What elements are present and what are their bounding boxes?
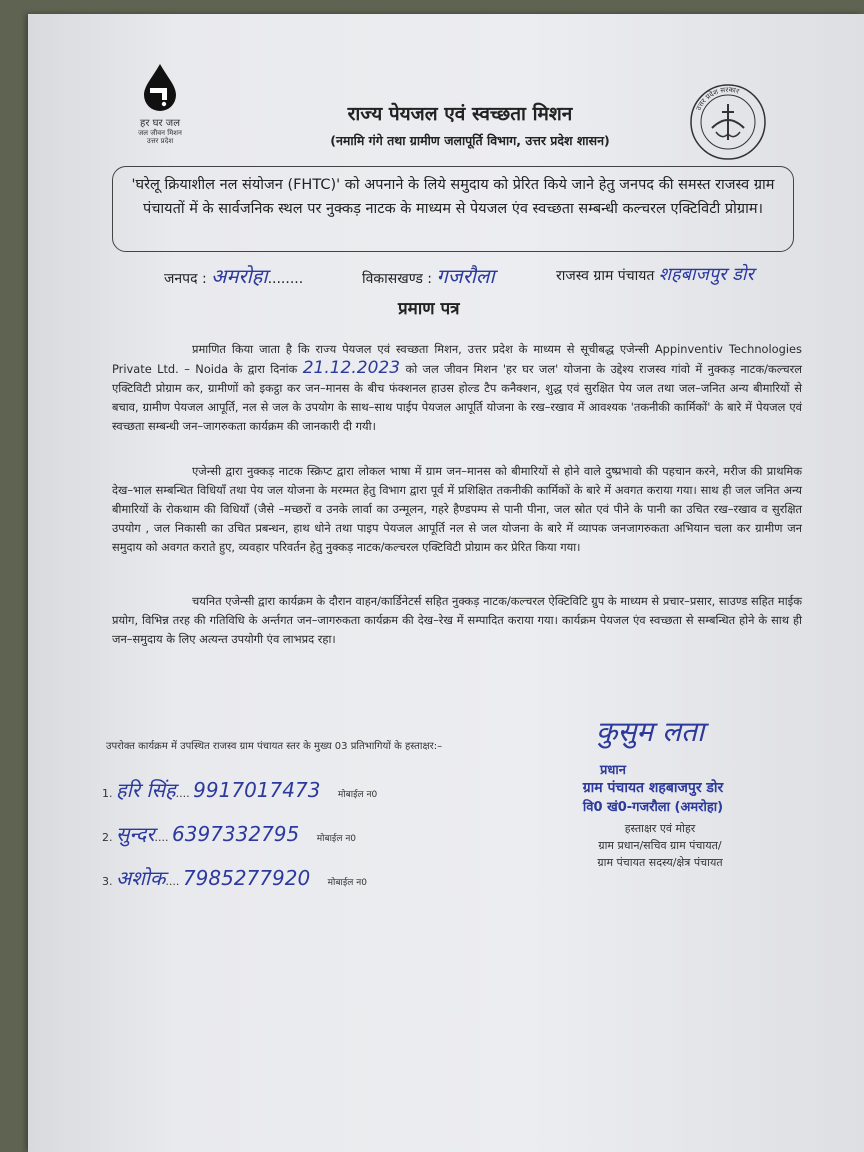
janpad-label: जनपद : — [164, 271, 207, 287]
signature-caption-line-2: ग्राम प्रधान/सचिव ग्राम पंचायत/ — [598, 839, 722, 852]
gram-panchayat-value: शहबाजपुर डोर — [658, 264, 754, 285]
paragraph-1-part-1: प्रमाणित किया जाता है कि राज्य पेयजल एवं स्वच्छता मिशन, उत्तर प्रदेश के माध्यम से सूचीबद्ध एजेन्सी Appinventiv Technologies Private Ltd. – Noida के द्वारा दिनांक — [112, 342, 802, 376]
logo-text-mission: जल जीवन मिशन — [138, 129, 182, 137]
janpad-field: जनपद : अमरोहा........ — [164, 264, 304, 288]
attendee-phone: 7985277920 — [182, 866, 311, 890]
vikas-khand-label: विकासखण्ड : — [362, 271, 433, 287]
vikas-khand-field — [362, 262, 495, 289]
stamp-line-block: वि0 खं0-गजरौला (अमरोहा) — [582, 800, 724, 815]
gram-panchayat-label: राजस्व ग्राम पंचायत — [556, 268, 655, 284]
attendees-intro: उपरोक्त कार्यक्रम में उपस्थित राजस्व ग्राम पंचायत स्तर के मुख्य 03 प्रतिभागियों के हस्ताक्षर:– — [106, 741, 443, 752]
svg-text:उत्तर प्रदेश सरकार — [695, 86, 740, 112]
gram-panchayat-field — [556, 262, 754, 286]
program-date: 21.12.2023 — [302, 358, 401, 378]
vikas-khand-value: गजरौला — [436, 264, 495, 288]
attendee-phone: 9917017473 — [193, 778, 321, 802]
stamp-line-panchayat: ग्राम पंचायत शहबाजपुर डोर — [582, 780, 724, 796]
har-ghar-jal-logo — [110, 62, 210, 145]
attendee-name: सुन्दर — [116, 822, 155, 846]
mobile-label: मोबाईल न0 — [337, 790, 378, 800]
signature-caption-line-1: हस्ताक्षर एवं मोहर — [624, 822, 696, 835]
logo-text-har-ghar-jal: हर घर जल — [140, 118, 180, 129]
mobile-label: मोबाईल न0 — [327, 878, 367, 888]
janpad-value: अमरोहा — [211, 264, 268, 288]
attendee-row: 3. अशोक.... 7985277920 मोबाईल न0 — [102, 866, 367, 890]
paragraph-3 — [112, 592, 802, 649]
signature-caption — [540, 820, 780, 871]
panchayat-stamp — [548, 760, 758, 815]
signature-caption-line-3: ग्राम पंचायत सदस्य/क्षेत्र पंचायत — [597, 856, 723, 869]
paragraph-1 — [112, 340, 802, 436]
paragraph-2 — [112, 462, 802, 557]
attendee-row: 1. हरि सिंह.... 9917017473 मोबाईल न0 — [102, 778, 378, 802]
paragraph-2-text: एजेन्सी द्वारा नुक्कड़ नाटक स्क्रिप्ट द्वारा लोकल भाषा में ग्राम जन–मानस को बीमारियों से होने वाले दुष्प्रभावो की पहचान करने, मरीज की प्राथमिक देख–भाल सम्बन्धित विधियाँ तथा पेय जल योजना के मरम्मत हेतु विभाग द्वारा पूर्व में प्रशिक्षित तकनीकी कार्मिकों के बारे में अवगत कराया गया। साथ ही जल जनित अन्य बीमारियों के रोकथाम की विधियाँ (जैसे –मच्छरों व उनके लार्वा का उन्मूलन, गहरे हैण्डपम्प से पानी पीना, जल स्रोत एवं पीने के पानी का उचित रख–रखाव व सुरक्षित उपयोग , जल निकासी का उचित प्रबन्धन, हाथ धोने तथा पाइप पेयजल आपूर्ति नल से जल योजना के बारे में व्यापक जनजागरुकता अभियान चला कर ग्रामीण जन समुदाय को अवगत कराते हुए, व्यवहार परिवर्तन हेतु नुक्कड़ नाटक/कल्चरल एक्टिविटी प्रोग्राम कर प्रेरित किया गया। — [112, 464, 802, 554]
stamp-line-pradhan: प्रधान — [600, 763, 626, 778]
attendee-row: 2. सुन्दर.... 6397332795 मोबाईल न0 — [102, 822, 357, 846]
paragraph-1-part-2: को जल जीवन मिशन 'हर घर जल' योजना के उद्देश्य राजस्व गांवो में नुक्कड़ नाटक/कल्चरल एक्टिविटी प्रोग्राम कर, ग्रामीणों को इकट्ठा कर जन–मानस के बीच फंक्शनल हाउस होल्ड टैप कनैक्शन, शुद्ध एवं सुरक्षित पेय जल तथा जल–जनित अन्य बीमारियों से बचाव, ग्रामीण पेयजल आपूर्ति, नल से जल के उपयोग के साथ–साथ पाईप पेयजल आपूर्ति योजना के रख–रखाव में आवश्यक 'तकनीकी कार्मिकों' के बारे में पेयजल एवं स्वच्छता सम्बन्धी जन–जागरुकता कार्यक्रम की जानकारी दी गयी। — [112, 362, 803, 433]
page-title: राज्य पेयजल एवं स्वच्छता मिशन — [347, 103, 573, 125]
paragraph-3-text: चयनित एजेन्सी द्वारा कार्यक्रम के दौरान वाहन/कार्डिनेटर्स सहित नुक्कड़ नाटक/कल्चरल ऐक्टिविटि ग्रुप के माध्यम से प्रचार–प्रसार, साउण्ड सहित माईक प्रयोग, विभिन्न तरह की गतिविधि के अर्न्तगत जन–जागरुकता कार्यक्रम की देख–रेख में सम्पादित कराया गया। कार्यक्रम पेयजल एंव स्वच्छता से सम्बन्धित होने के साथ ही जन–समुदाय के लिए अत्यन्त उपयोगी एंव लाभप्रद रहा। — [112, 594, 802, 646]
certificate-title: प्रमाण पत्र — [398, 299, 460, 319]
water-drop-icon — [140, 62, 180, 112]
attendee-name: हरि सिंह — [116, 778, 176, 802]
program-description-box: 'घरेलू क्रियाशील नल संयोजन (FHTC)' को अपनाने के लिये समुदाय को प्रेरित किये जाने हेतु जनपद की समस्त राजस्व ग्राम पंचायतों में के सार्वजनिक स्थल पर नुक्कड़ नाटक के माध्यम से पेयजल एंव स्वच्छता सम्बन्धी कल्चरल एक्टिविटी प्रोग्राम। — [112, 166, 794, 252]
emblem-text: उत्तर प्रदेश सरकार — [694, 85, 740, 112]
up-government-emblem-icon — [688, 82, 768, 162]
mobile-label: मोबाईल न0 — [316, 834, 357, 844]
logo-text-state: उत्तर प्रदेश — [146, 137, 174, 145]
attendee-phone: 6397332795 — [172, 822, 300, 846]
attendee-number: 2. — [102, 831, 113, 844]
page-subtitle: (नमामि गंगे तथा ग्रामीण जलापूर्ति विभाग, उत्तर प्रदेश शासन) — [330, 133, 610, 148]
attendee-name: अशोक — [116, 866, 166, 890]
attendee-number: 1. — [102, 787, 113, 800]
attendee-number: 3. — [102, 875, 113, 888]
pradhan-signature: कुसुम लता — [596, 715, 705, 748]
